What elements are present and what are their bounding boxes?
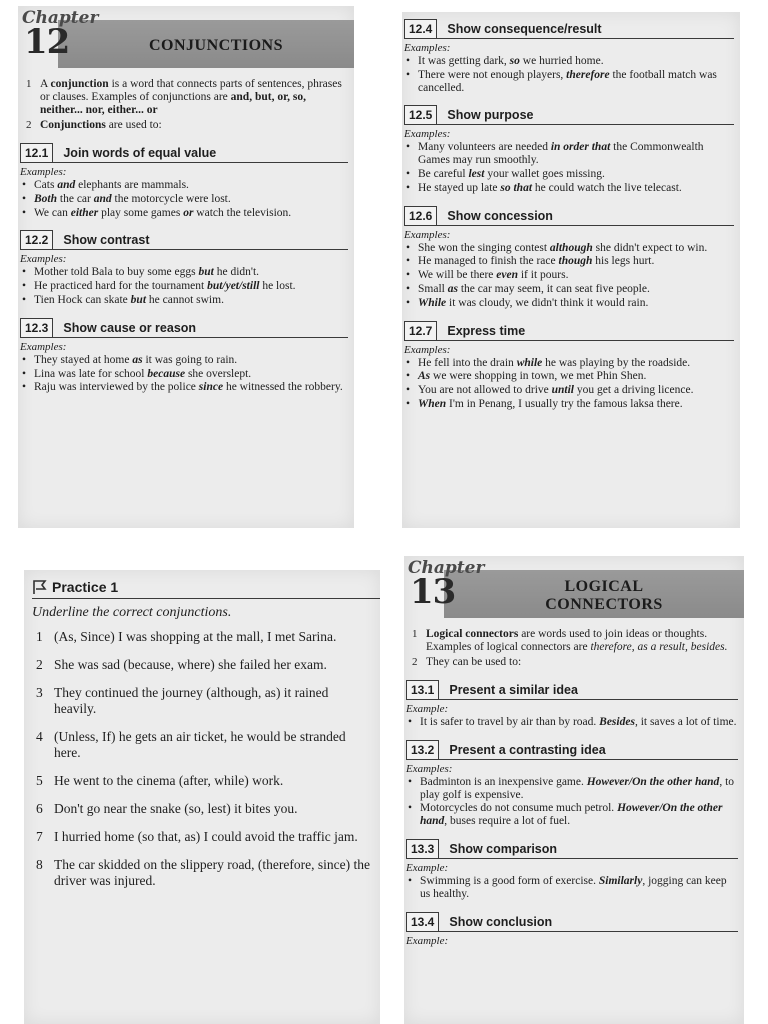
- practice-item: [32, 801, 374, 817]
- section-heading: [404, 104, 734, 125]
- section-number: 12.6: [404, 206, 437, 225]
- intro-number: 1: [26, 78, 32, 90]
- example-item: • There were not enough players, therefore the football match was cancelled.: [404, 69, 734, 95]
- section-title: Show concession: [447, 208, 553, 223]
- practice-text: (Unless, If) he gets an air ticket, he would be stranded here.: [54, 729, 346, 760]
- example-item: • Cats and elephants are mammals.: [20, 179, 348, 192]
- example-list: [20, 354, 348, 394]
- section-heading: [406, 911, 738, 932]
- section-13-3: [404, 838, 744, 901]
- section-title: Present a contrasting idea: [449, 742, 606, 757]
- practice-text: He went to the cinema (after, while) work.: [54, 773, 284, 788]
- practice-header: [32, 576, 380, 599]
- practice-text: Don't go near the snake (so, lest) it bites you.: [54, 801, 298, 816]
- examples-label: Examples:: [404, 42, 451, 54]
- intro-item: [22, 119, 346, 132]
- section-number: 12.2: [20, 230, 53, 249]
- section-12-5: [402, 104, 740, 194]
- example-item: • We will be there even if it pours.: [404, 269, 734, 282]
- section-12-2: [18, 229, 354, 306]
- page-chapter-12-right: [402, 12, 740, 528]
- example-item: • He stayed up late so that he could watch the live telecast.: [404, 182, 734, 195]
- section-number: 12.3: [20, 318, 53, 337]
- chapter-label: Chapter: [408, 558, 485, 578]
- practice-number: 2: [36, 657, 43, 672]
- section-heading: [404, 205, 734, 226]
- section-heading: [404, 320, 734, 341]
- practice-number: 5: [36, 773, 43, 788]
- chapter-intro-list: [404, 628, 744, 669]
- example-item: • Swimming is a good form of exercise. Similarly, jogging can keep us healthy.: [406, 875, 738, 901]
- practice-text: They continued the journey (although, as) it rained heavily.: [54, 685, 329, 716]
- page-practice: [24, 570, 380, 1024]
- practice-number: 8: [36, 857, 43, 872]
- section-12-3: [18, 317, 354, 394]
- section-heading: [404, 18, 734, 39]
- example-list: [406, 875, 738, 901]
- intro-item: [22, 78, 346, 117]
- practice-text: She was sad (because, where) she failed her exam.: [54, 657, 327, 672]
- example-list: [406, 716, 738, 729]
- example-item: • As we were shopping in town, we met Phin Shen.: [404, 370, 734, 383]
- example-item: • He fell into the drain while he was playing by the roadside.: [404, 357, 734, 370]
- example-item: • It was getting dark, so we hurried home.: [404, 55, 734, 68]
- example-list: [20, 179, 348, 219]
- section-12-6: [402, 205, 740, 310]
- example-list: [404, 242, 734, 310]
- example-item: • They stayed at home as it was going to rain.: [20, 354, 348, 367]
- chapter-label: Chapter: [22, 8, 99, 28]
- section-title: Show purpose: [447, 108, 534, 123]
- example-list: [406, 776, 738, 828]
- example-list: [404, 141, 734, 194]
- section-12-7: [402, 320, 740, 411]
- intro-text: A conjunction is a word that connects parts of sentences, phrases or clauses. Examples of conjunctions are and, but, or, so, neither... nor, either... or: [40, 78, 342, 116]
- example-item: • You are not allowed to drive until you get a driving licence.: [404, 384, 734, 397]
- section-12-4: [402, 18, 740, 94]
- section-title: Express time: [447, 323, 526, 338]
- intro-item: [408, 656, 736, 669]
- practice-instruction: Underline the correct conjunctions.: [32, 605, 232, 620]
- section-13-4: [404, 911, 744, 948]
- section-heading: [406, 838, 738, 859]
- practice-item: [32, 629, 374, 645]
- example-item: • It is safer to travel by air than by road. Besides, it saves a lot of time.: [406, 716, 738, 729]
- practice-item: [32, 857, 374, 889]
- practice-number: 6: [36, 801, 43, 816]
- flag-icon: [32, 579, 48, 595]
- practice-text: The car skidded on the slippery road, (therefore, since) the driver was injured.: [54, 857, 370, 888]
- section-title: Show comparison: [449, 841, 558, 856]
- practice-number: 4: [36, 729, 43, 744]
- section-13-1: [404, 679, 744, 729]
- practice-item: [32, 773, 374, 789]
- section-title: Join words of equal value: [63, 146, 217, 160]
- chapter-title-line: LOGICAL: [564, 578, 644, 595]
- section-heading: [20, 142, 348, 163]
- chapter-number: 13: [410, 572, 456, 612]
- section-heading: [20, 229, 348, 250]
- example-item: • When I'm in Penang, I usually try the famous laksa there.: [404, 398, 734, 411]
- chapter-title: [464, 574, 744, 618]
- section-title: Present a similar idea: [449, 683, 578, 697]
- section-heading: [406, 739, 738, 760]
- section-12-1: [18, 142, 354, 219]
- example-item: • We can either play some games or watch the television.: [20, 207, 348, 220]
- section-title: Show cause or reason: [63, 320, 197, 335]
- example-item: • She won the singing contest although she didn't expect to win.: [404, 242, 734, 255]
- example-item: • Small as the car may seem, it can seat five people.: [404, 283, 734, 296]
- examples-label: Examples:: [404, 343, 451, 356]
- example-list: [20, 266, 348, 306]
- section-title: Show contrast: [63, 233, 150, 248]
- example-list: [404, 357, 734, 411]
- section-number: 13.4: [406, 912, 439, 931]
- section-group: [18, 142, 354, 394]
- section-number: 13.2: [406, 740, 439, 759]
- practice-text: (As, Since) I was shopping at the mall, I met Sarina.: [54, 629, 337, 644]
- example-item: • Badminton is an inexpensive game. However/On the other hand, to play golf is expensive.: [406, 776, 738, 802]
- intro-number: 2: [26, 119, 32, 131]
- example-item: • Raju was interviewed by the police since he witnessed the robbery.: [20, 381, 348, 394]
- example-item: • He practiced hard for the tournament but/yet/still he lost.: [20, 280, 348, 293]
- practice-list: [24, 629, 380, 889]
- section-group: [402, 18, 740, 411]
- examples-label: Examples:: [404, 128, 451, 141]
- examples-label: Example:: [406, 861, 449, 874]
- examples-label: Examples:: [406, 762, 453, 775]
- section-number: 12.1: [20, 143, 53, 162]
- section-number: 13.1: [406, 680, 439, 699]
- example-item: • He managed to finish the race though his legs hurt.: [404, 255, 734, 268]
- section-13-2: [404, 739, 744, 828]
- practice-item: [32, 829, 374, 845]
- intro-number: 1: [412, 628, 418, 640]
- page-chapter-13: [404, 556, 744, 1024]
- practice-text: I hurried home (so that, as) I could avoid the traffic jam.: [54, 829, 358, 844]
- intro-number: 2: [412, 656, 418, 668]
- practice-number: 3: [36, 685, 43, 700]
- section-heading: [20, 317, 348, 338]
- practice-number: 1: [36, 629, 43, 644]
- example-item: • Mother told Bala to buy some eggs but he didn't.: [20, 266, 348, 279]
- chapter-intro-list: [18, 78, 354, 132]
- practice-title: Practice 1: [52, 579, 119, 595]
- examples-label: Example:: [406, 703, 449, 715]
- example-item: • Motorcycles do not consume much petrol. However/On the other hand, buses require a lot of fuel.: [406, 802, 738, 828]
- intro-text: Conjunctions are used to:: [40, 119, 162, 131]
- example-item: • Be careful lest your wallet goes missing.: [404, 168, 734, 181]
- practice-number: 7: [36, 829, 43, 844]
- practice-item: [32, 657, 374, 673]
- page-chapter-12-left: [18, 6, 354, 528]
- examples-label: Examples:: [20, 253, 67, 266]
- chapter-banner: [18, 6, 354, 70]
- example-item: • Lina was late for school because she overslept.: [20, 368, 348, 381]
- section-heading: [406, 679, 738, 700]
- section-group: [404, 679, 744, 948]
- example-item: • While it was cloudy, we didn't think it would rain.: [404, 297, 734, 310]
- intro-item: [408, 628, 736, 654]
- examples-label: Examples:: [404, 228, 451, 241]
- section-number: 13.3: [406, 839, 439, 858]
- chapter-title-line: CONNECTORS: [545, 596, 663, 613]
- example-item: • Both the car and the motorcycle were lost.: [20, 193, 348, 206]
- chapter-title: CONJUNCTIONS: [148, 37, 283, 54]
- intro-text: They can be used to:: [426, 656, 522, 668]
- section-title: Show consequence/result: [447, 22, 602, 36]
- chapter-banner: [404, 556, 744, 620]
- examples-label: Examples:: [20, 166, 67, 178]
- example-list: [404, 55, 734, 94]
- chapter-number: 12: [24, 22, 70, 62]
- examples-label: Examples:: [20, 340, 67, 353]
- intro-text: Logical connectors are words used to join ideas or thoughts. Examples of logical connectors are therefore, as a result, besides.: [426, 628, 728, 653]
- practice-item: [32, 729, 374, 761]
- section-number: 12.4: [404, 19, 437, 38]
- example-item: • Many volunteers are needed in order that the Commonwealth Games may run smoothly.: [404, 141, 734, 167]
- section-number: 12.7: [404, 321, 437, 340]
- section-title: Show conclusion: [449, 914, 553, 929]
- examples-label: Example:: [406, 934, 449, 947]
- example-item: • Tien Hock can skate but he cannot swim.: [20, 294, 348, 307]
- section-number: 12.5: [404, 105, 437, 124]
- practice-item: [32, 685, 374, 717]
